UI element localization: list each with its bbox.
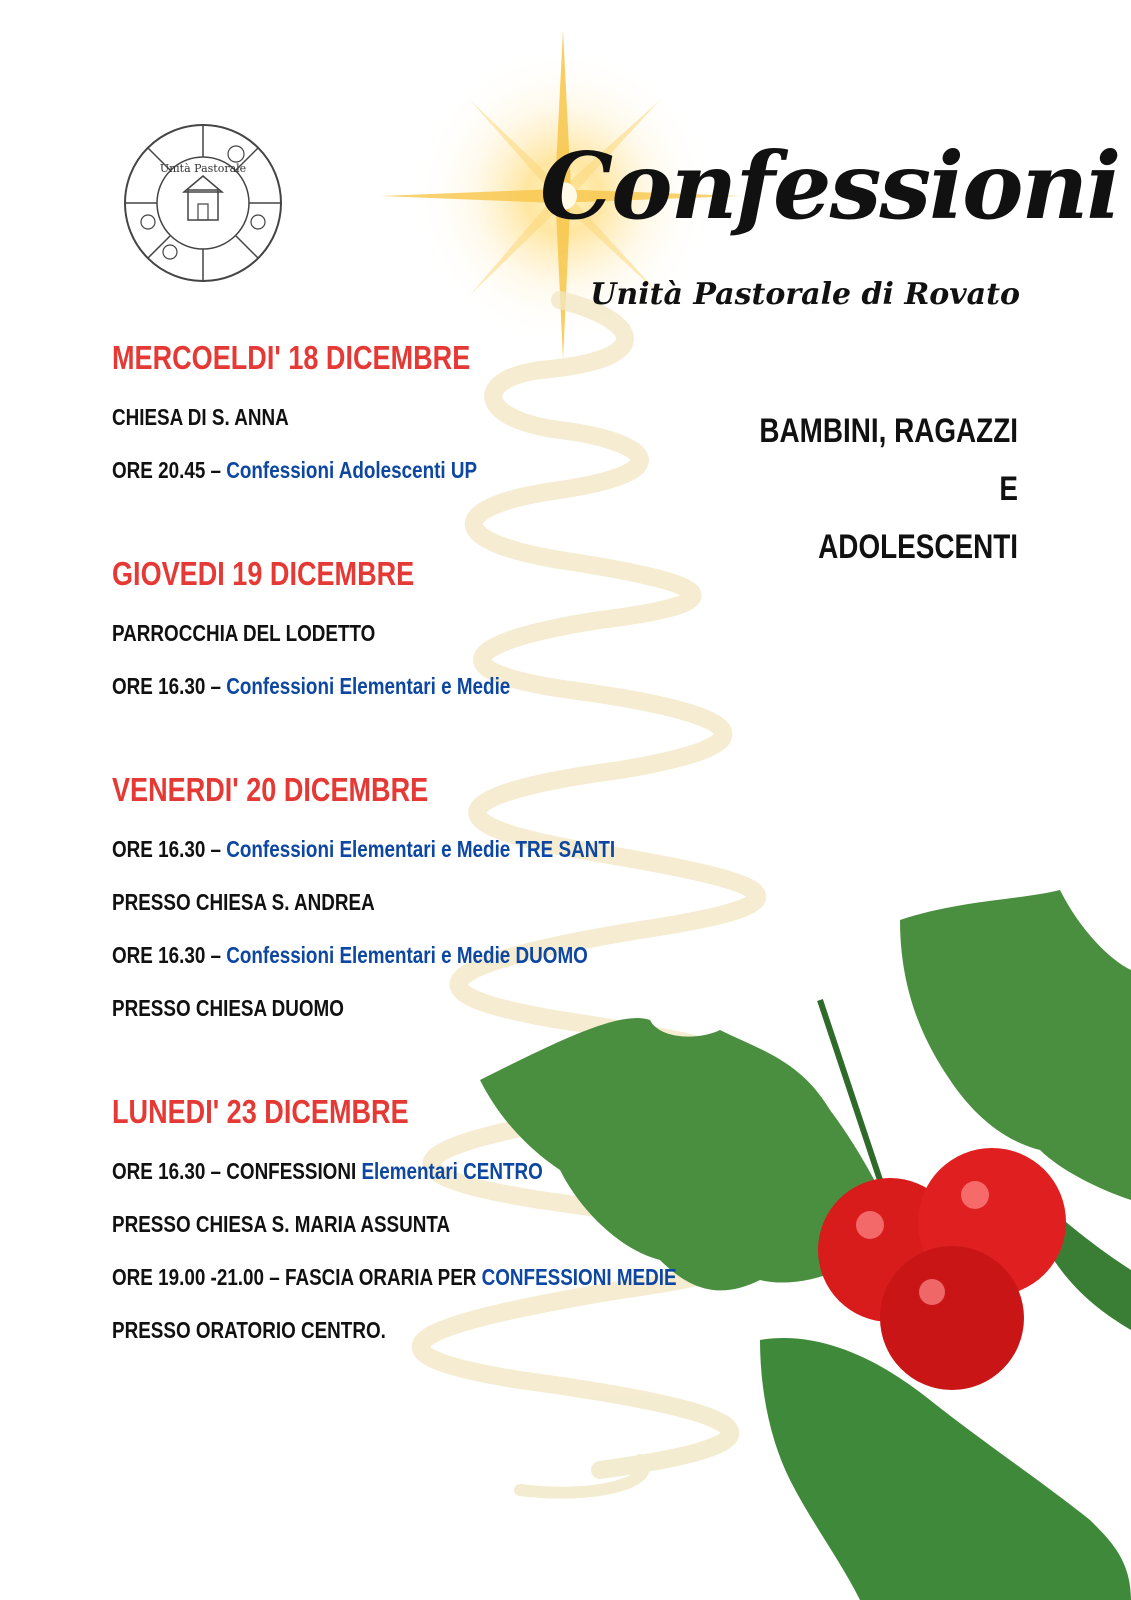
line-text: ORE 16.30 –	[112, 836, 227, 862]
line-text: ORE 19.00 -21.00 – FASCIA ORARIA PER	[112, 1264, 482, 1290]
schedule-line	[112, 940, 686, 993]
schedule	[112, 340, 812, 1416]
line-text: PRESSO CHIESA DUOMO	[112, 995, 344, 1021]
day-section	[112, 772, 812, 1046]
line-highlight: Confessioni Elementari e Medie	[226, 673, 511, 699]
schedule-line	[112, 887, 686, 940]
day-section	[112, 556, 812, 724]
schedule-line	[112, 402, 686, 455]
line-text: ORE 16.30 –	[112, 942, 227, 968]
line-highlight: Confessioni Elementari e Medie DUOMO	[226, 942, 588, 968]
schedule-line	[112, 1156, 686, 1209]
line-text: PRESSO ORATORIO CENTRO.	[112, 1317, 386, 1343]
schedule-line	[112, 671, 686, 724]
day-section	[112, 1094, 812, 1368]
line-highlight: Confessioni Adolescenti UP	[226, 457, 478, 483]
day-title: GIOVEDI 19 DICEMBRE	[112, 555, 415, 592]
page-title: Confessioni	[540, 132, 1120, 240]
line-text: PRESSO CHIESA S. ANDREA	[112, 889, 375, 915]
schedule-line	[112, 993, 686, 1046]
schedule-line	[112, 1209, 686, 1262]
line-highlight: Confessioni Elementari e Medie TRE SANTI	[226, 836, 616, 862]
day-title: MERCOELDI' 18 DICEMBRE	[112, 339, 471, 376]
line-text: ORE 20.45 –	[112, 457, 227, 483]
seal-text: Unità Pastorale	[159, 162, 247, 175]
schedule-line	[112, 618, 686, 671]
schedule-line	[112, 1315, 686, 1368]
line-text: ORE 16.30 – CONFESSIONI	[112, 1158, 362, 1184]
line-highlight: Elementari CENTRO	[361, 1158, 543, 1184]
line-highlight: CONFESSIONI MEDIE	[481, 1264, 677, 1290]
day-title: LUNEDI' 23 DICEMBRE	[112, 1093, 409, 1130]
audience-line-1: BAMBINI, RAGAZZI E	[759, 412, 1018, 508]
schedule-line	[112, 455, 686, 508]
day-section	[112, 340, 812, 508]
schedule-line	[112, 834, 686, 887]
line-text: CHIESA DI S. ANNA	[112, 404, 289, 430]
audience-line-2: ADOLESCENTI	[818, 528, 1018, 566]
page-subtitle: Unità Pastorale di Rovato	[590, 277, 1020, 312]
schedule-line	[112, 1262, 686, 1315]
parish-seal-icon	[118, 122, 288, 284]
line-text: PARROCCHIA DEL LODETTO	[112, 620, 376, 646]
day-title: VENERDI' 20 DICEMBRE	[112, 771, 429, 808]
line-text: PRESSO CHIESA S. MARIA ASSUNTA	[112, 1211, 451, 1237]
line-text: ORE 16.30 –	[112, 673, 227, 699]
